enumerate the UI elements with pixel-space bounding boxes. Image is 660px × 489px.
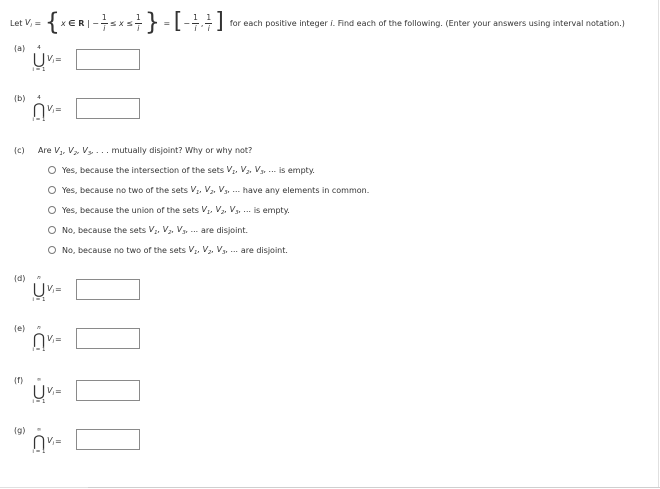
bottom-divider	[88, 487, 660, 488]
part-f-label: (f)	[14, 376, 24, 385]
left-bracket: [	[173, 9, 183, 34]
equals-sign: =	[55, 285, 62, 294]
option-no-sets-disjoint[interactable]: No, because the sets $V_1$, $V_2$, $V_3$, ... are disjoint.	[48, 224, 248, 236]
set-v-i: $V_i$	[47, 284, 55, 295]
minus-sign: −	[92, 18, 99, 28]
interval-upper: $\frac{1}{i}$	[206, 13, 212, 33]
radio-button[interactable]	[48, 226, 56, 234]
part-b-expression	[32, 95, 62, 124]
part-a-expression	[32, 45, 62, 74]
left-brace: {	[44, 8, 61, 36]
instruction-text-a: for each positive integer	[229, 18, 328, 28]
set-sequence: $V_1$, $V_2$, $V_3$, . . .	[54, 146, 110, 157]
equals-sign: =	[55, 387, 62, 396]
intersection-icon: ⋂	[32, 100, 46, 118]
union-icon: ⋃	[32, 382, 46, 400]
part-f-answer-input[interactable]	[76, 380, 140, 401]
intersection-icon: ⋂	[32, 432, 46, 450]
part-e-answer-input[interactable]	[76, 328, 140, 349]
interval-lower: $\frac{1}{i}$	[193, 13, 198, 33]
minus-sign-2: −	[183, 18, 191, 28]
instruction-var-i: i	[330, 18, 333, 28]
upper-limit: 4	[37, 95, 41, 101]
in-reals: ∈ R	[68, 18, 85, 28]
set-sequence: $V_1$, $V_2$, $V_3$, ...	[148, 224, 199, 236]
upper-limit: n	[37, 275, 41, 281]
part-d-label: (d)	[14, 274, 26, 283]
set-name: $V_i$	[24, 17, 32, 29]
lower-limit: i = 1	[32, 297, 46, 303]
union-icon: ⋃	[32, 50, 46, 68]
union-icon: ⋃	[32, 280, 46, 298]
problem-statement	[10, 10, 625, 36]
part-a-label: (a)	[14, 44, 26, 53]
lower-limit: i = 1	[32, 117, 46, 123]
lower-limit: i = 1	[32, 347, 46, 353]
var-x-2: x	[118, 18, 124, 28]
part-c-question: Are $V_1$, $V_2$, $V_3$, . . . mutually disjoint? Why or why not?	[38, 146, 253, 157]
equals-sign: =	[55, 55, 62, 64]
set-v-i: $V_i$	[47, 54, 55, 65]
leq-sign-2: ≤	[126, 18, 133, 28]
equals-sign-2: =	[163, 18, 171, 28]
part-b-label: (b)	[14, 94, 26, 103]
radio-button[interactable]	[48, 206, 56, 214]
set-sequence: $V_1$, $V_2$, $V_3$, ...	[188, 244, 239, 256]
lower-limit: i = 1	[32, 399, 46, 405]
option-yes-no-common-elements[interactable]: Yes, because no two of the sets $V_1$, $V_2$, $V_3$, ... have any elements in common.	[48, 184, 369, 196]
part-e-label: (e)	[14, 324, 26, 333]
equals-sign: =	[55, 105, 62, 114]
equals-sign: =	[55, 335, 62, 344]
equals-sign: =	[34, 18, 42, 28]
lower-limit: i = 1	[32, 449, 46, 455]
set-v-i: $V_i$	[47, 334, 55, 345]
part-a-answer-input[interactable]	[76, 49, 140, 70]
part-b-answer-input[interactable]	[76, 98, 140, 119]
intersection-icon: ⋂	[32, 330, 46, 348]
set-sequence: $V_1$, $V_2$, $V_3$, ...	[190, 184, 241, 196]
var-x: x	[61, 18, 66, 28]
part-e-expression	[32, 325, 62, 354]
option-no-two-disjoint[interactable]: No, because no two of the sets $V_1$, $V_2$, $V_3$, ... are disjoint.	[48, 244, 288, 256]
radio-button[interactable]	[48, 246, 56, 254]
such-that-bar: |	[86, 18, 90, 28]
right-brace: }	[144, 8, 160, 36]
right-bracket: ]	[215, 9, 224, 34]
interval-comma: ,	[200, 18, 204, 28]
part-d-answer-input[interactable]	[76, 279, 140, 300]
set-v-i: $V_i$	[47, 436, 55, 447]
instruction-text-b: . Find each of the following. (Enter your answers using interval notation.)	[332, 18, 625, 28]
radio-button[interactable]	[48, 166, 56, 174]
upper-limit: n	[37, 325, 41, 331]
equals-sign: =	[55, 437, 62, 446]
lower-limit: i = 1	[32, 67, 46, 73]
upper-limit: ∞	[36, 427, 42, 433]
set-sequence: $V_1$, $V_2$, $V_3$, ...	[201, 204, 252, 216]
leq-sign: ≤	[109, 18, 117, 28]
part-f-expression	[32, 377, 62, 406]
set-v-i: $V_i$	[47, 386, 55, 397]
radio-button[interactable]	[48, 186, 56, 194]
option-yes-intersection-empty[interactable]: Yes, because the intersection of the sets $V_1$, $V_2$, $V_3$, ... is empty.	[48, 164, 315, 176]
let-text: Let	[10, 18, 23, 28]
set-sequence: $V_1$, $V_2$, $V_3$, ...	[226, 164, 277, 176]
upper-limit: 4	[37, 45, 41, 51]
part-d-expression	[32, 275, 62, 304]
fraction-neg-one-over-i: $\frac{1}{i}$	[101, 13, 107, 33]
upper-limit: ∞	[36, 377, 42, 383]
part-c-label: (c)	[14, 146, 25, 155]
set-v-i: $V_i$	[47, 104, 55, 115]
part-g-answer-input[interactable]	[76, 429, 140, 450]
part-g-expression	[32, 427, 62, 456]
part-g-label: (g)	[14, 426, 26, 435]
option-yes-union-empty[interactable]: Yes, because the union of the sets $V_1$, $V_2$, $V_3$, ... is empty.	[48, 204, 290, 216]
fraction-one-over-i: $\frac{1}{i}$	[135, 13, 141, 33]
